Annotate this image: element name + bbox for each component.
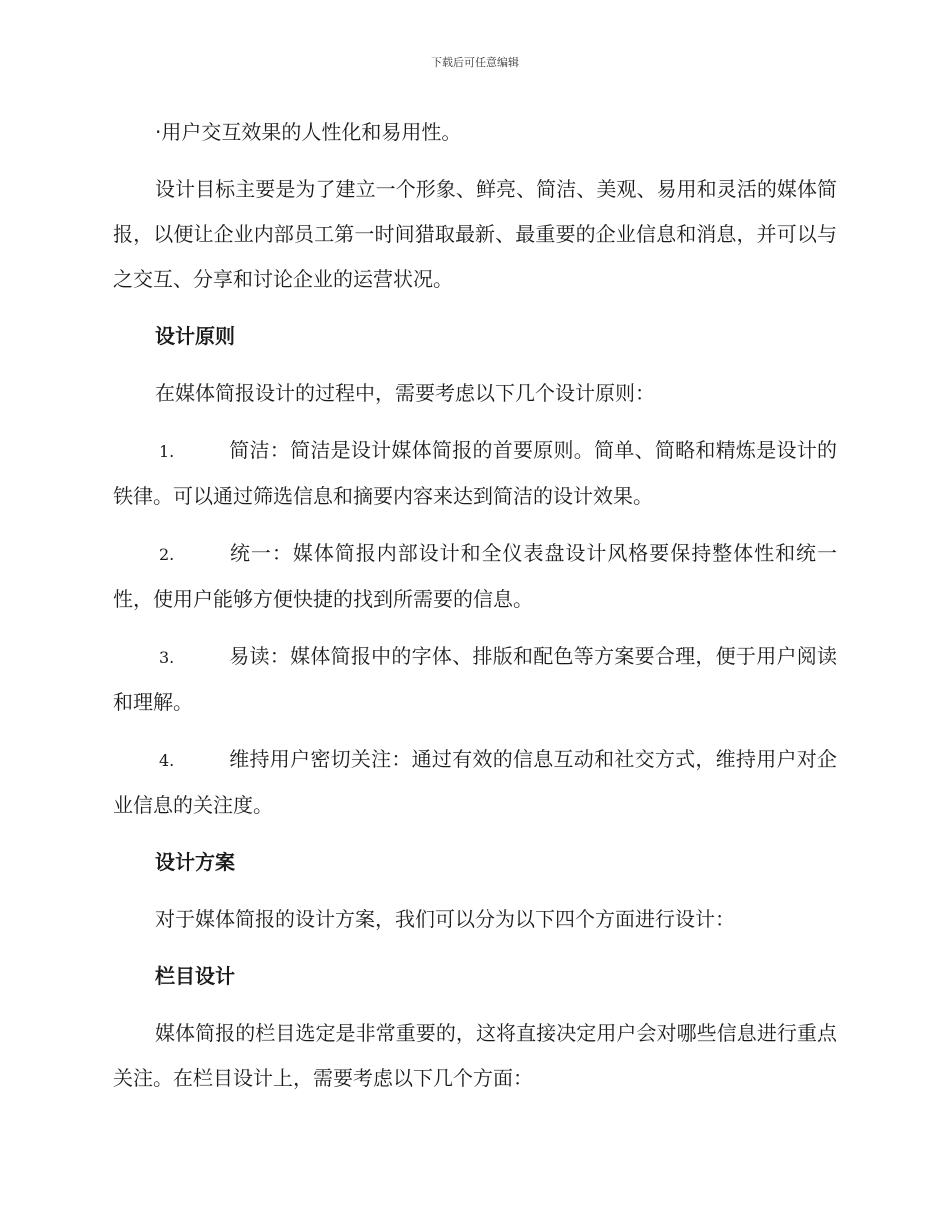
paragraph-plan-intro: 对于媒体简报的设计方案，我们可以分为以下四个方面进行设计：	[155, 907, 735, 931]
list-item-number: 1.	[159, 442, 175, 461]
list-item-text: 维持用户密切关注：通过有效的信息互动和社交方式，维持用户对企业信息的关注度。	[113, 747, 837, 817]
page-header-note: 下载后可任意编辑	[431, 56, 519, 69]
list-item	[113, 634, 837, 725]
list-item-text: 简洁：简洁是设计媒体简报的首要原则。简单、简略和精炼是设计的铁律。可以通过筛选信息和摘要内容来达到简洁的设计效果。	[113, 438, 837, 508]
list-item	[113, 428, 837, 519]
list-item-number: 2.	[159, 545, 175, 564]
paragraph-design-goal: 设计目标主要是为了建立一个形象、鲜亮、简洁、美观、易用和灵活的媒体简报，以便让企业内部员工第一时间猎取最新、最重要的企业信息和消息，并可以与之交互、分享和讨论企业的运营状况。	[113, 177, 837, 291]
paragraph-column-design: 媒体简报的栏目选定是非常重要的，这将直接决定用户会对哪些信息进行重点关注。在栏目设计上，需要考虑以下几个方面：	[113, 1021, 837, 1090]
heading-design-principles: 设计原则	[155, 324, 235, 348]
list-item-number: 4.	[159, 751, 175, 770]
paragraph-principles-intro: 在媒体简报设计的过程中，需要考虑以下几个设计原则：	[155, 381, 655, 405]
list-item-text: 统一：媒体简报内部设计和全仪表盘设计风格要保持整体性和统一性，使用户能够方便快捷的找到所需要的信息。	[113, 541, 837, 611]
heading-design-plan: 设计方案	[155, 850, 235, 874]
heading-column-design: 栏目设计	[155, 964, 235, 988]
list-item-text: 易读：媒体简报中的字体、排版和配色等方案要合理，便于用户阅读和理解。	[113, 644, 837, 714]
list-item	[113, 737, 837, 828]
document-body	[113, 110, 837, 1113]
list-item	[113, 531, 837, 622]
bullet-line: ·用户交互效果的人性化和易用性。	[155, 120, 462, 144]
list-item-number: 3.	[159, 648, 175, 667]
